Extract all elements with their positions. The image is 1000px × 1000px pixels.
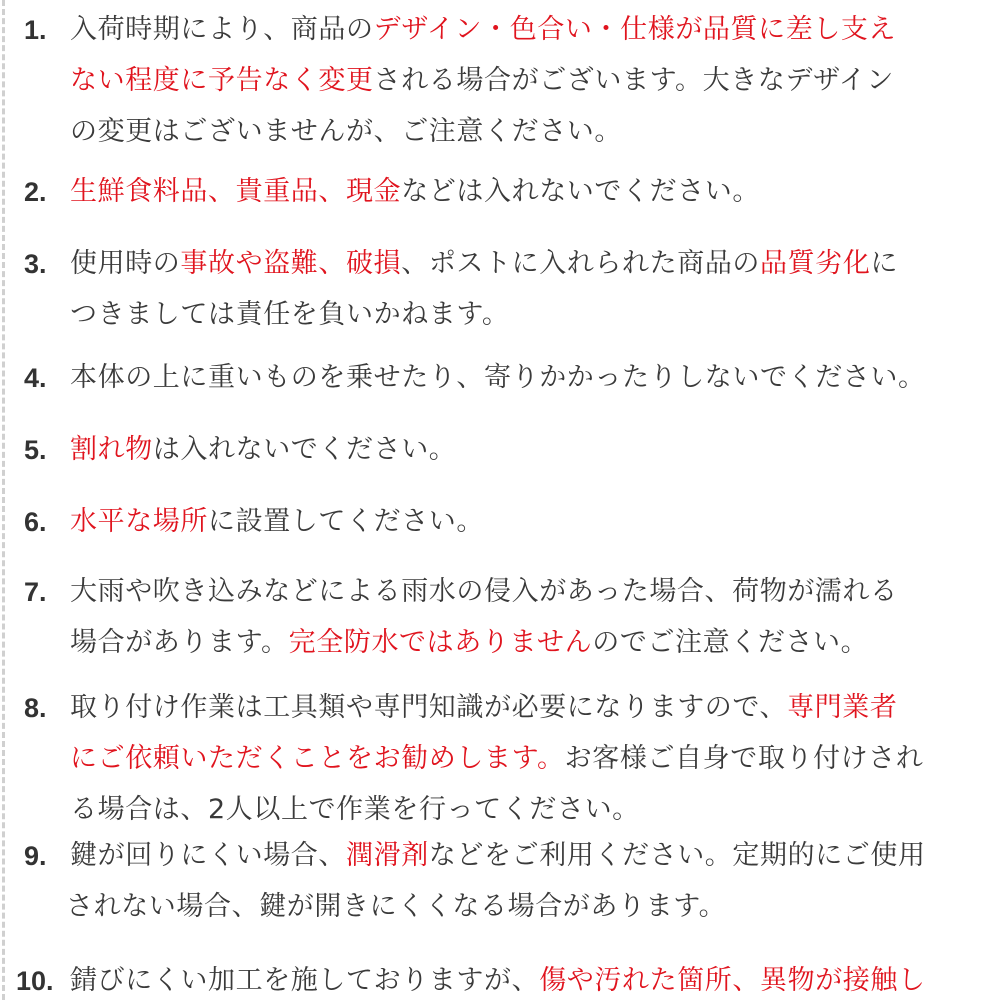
body-text: つきましては責任を負いかねます。 [70, 299, 510, 330]
notice-item [0, 496, 1000, 551]
body-text: のでご注意ください。 [592, 627, 869, 658]
item-text-line [70, 566, 898, 618]
emphasis-text: 潤滑剤 [346, 840, 429, 871]
notice-item [0, 682, 1000, 839]
emphasis-text: 傷や汚れた箇所、異物が接触し [539, 965, 926, 996]
item-text-line [70, 352, 926, 404]
body-text: 、ポストに入れられた商品の [401, 248, 761, 279]
item-number: 2. [24, 177, 47, 207]
item-text-line [66, 881, 726, 933]
body-text: に設置してください。 [208, 506, 484, 537]
body-text: される場合がございます。大きなデザイン [373, 65, 894, 96]
body-text: に [870, 248, 899, 279]
body-text: の変更はございませんが、ご注意ください。 [70, 116, 622, 147]
item-text-line [70, 166, 760, 218]
emphasis-text: 品質劣化 [760, 248, 871, 279]
item-text-line [70, 682, 897, 734]
item-text-line [70, 289, 509, 341]
item-number: 1. [24, 15, 47, 45]
emphasis-text: 生鮮食料品、貴重品、現金 [70, 176, 402, 207]
body-text: る場合は、2人以上で作業を行ってください。 [70, 794, 640, 825]
item-text-line [70, 617, 868, 669]
item-number: 10. [16, 966, 54, 996]
body-text: されない場合、鍵が開きにくくなる場合があります。 [66, 891, 727, 922]
notice-item [0, 238, 1000, 344]
emphasis-text: 水平な場所 [70, 506, 208, 537]
item-text-line [70, 830, 926, 882]
item-text-line [70, 4, 896, 56]
body-text: 場合があります。 [70, 627, 289, 658]
item-text-line [70, 733, 923, 785]
item-number: 5. [24, 435, 47, 465]
item-text-line [70, 496, 484, 548]
item-number: 7. [24, 577, 47, 607]
notice-item [0, 352, 1000, 407]
item-text-line [70, 55, 894, 107]
emphasis-text: 割れ物 [70, 434, 153, 465]
emphasis-text: 専門業者 [787, 692, 898, 723]
body-text: 鍵が回りにくい場合、 [70, 840, 346, 871]
body-text: 錆びにくい加工を施しておりますが、 [70, 965, 540, 996]
emphasis-text: 事故や盗難、破損 [180, 248, 402, 279]
emphasis-text: にご依頼いただくことをお勧めします。 [70, 743, 565, 774]
item-number: 8. [24, 693, 47, 723]
emphasis-text: ない程度に予告なく変更 [70, 65, 374, 96]
body-text: 本体の上に重いものを乗せたり、寄りかかったりしないでください。 [70, 362, 926, 393]
item-number: 6. [24, 507, 47, 537]
notice-item [0, 830, 1000, 936]
notice-item [0, 566, 1000, 672]
item-text-line [70, 424, 456, 476]
notice-item [0, 955, 1000, 1000]
item-text-line [70, 238, 898, 290]
item-number: 3. [24, 249, 47, 279]
emphasis-text: デザイン・色合い・仕様が品質に差し支え [373, 14, 897, 45]
emphasis-text: 完全防水ではありません [288, 627, 593, 658]
item-text-line [70, 106, 622, 158]
body-text: などをご利用ください。定期的にご使用 [428, 840, 926, 871]
item-text-line [70, 784, 640, 836]
body-text: は入れないでください。 [152, 434, 457, 465]
body-text: 大雨や吹き込みなどによる雨水の侵入があった場合、荷物が濡れる [70, 576, 898, 607]
item-number: 4. [24, 363, 47, 393]
notice-item [0, 424, 1000, 479]
item-number: 9. [24, 841, 47, 871]
item-text-line [70, 955, 926, 1000]
body-text: お客様ご自身で取り付けされ [564, 743, 924, 774]
notice-item [0, 4, 1000, 161]
body-text: 取り付け作業は工具類や専門知識が必要になりますので、 [70, 692, 788, 723]
body-text: 入荷時期により、商品の [70, 14, 374, 45]
notice-item [0, 166, 1000, 221]
body-text: などは入れないでください。 [401, 176, 761, 207]
body-text: 使用時の [70, 248, 181, 279]
